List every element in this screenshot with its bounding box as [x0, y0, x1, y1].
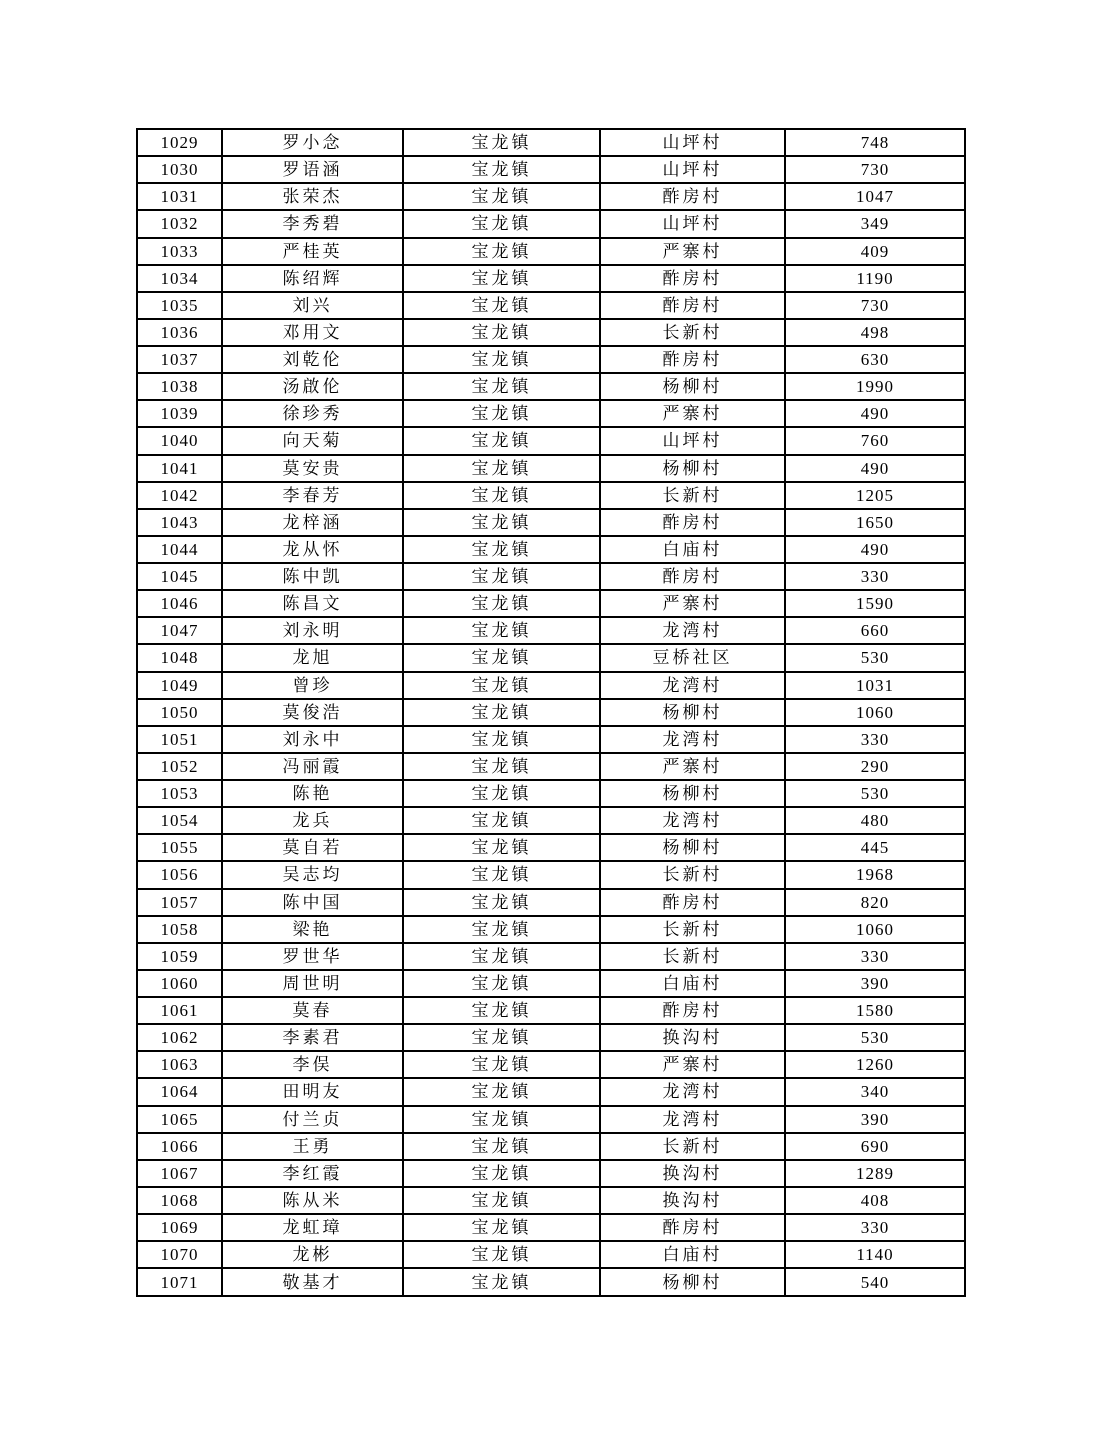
amount-cell: 490: [785, 400, 965, 427]
name-cell: 徐珍秀: [222, 400, 403, 427]
name-cell: 陈绍辉: [222, 265, 403, 292]
table-row: [137, 889, 965, 916]
village-cell: 龙湾村: [600, 617, 785, 644]
table-row: [137, 238, 965, 265]
amount-cell: 530: [785, 780, 965, 807]
name-cell: 冯丽霞: [222, 753, 403, 780]
village-cell: 酢房村: [600, 889, 785, 916]
name-cell: 刘永明: [222, 617, 403, 644]
village-cell: 换沟村: [600, 1187, 785, 1214]
name-cell: 罗世华: [222, 943, 403, 970]
table-row: [137, 1160, 965, 1187]
amount-cell: 540: [785, 1268, 965, 1296]
name-cell: 李俣: [222, 1051, 403, 1078]
town-cell: 宝龙镇: [403, 1241, 600, 1268]
amount-cell: 340: [785, 1078, 965, 1105]
town-cell: 宝龙镇: [403, 590, 600, 617]
row-id-cell: 1070: [137, 1241, 222, 1268]
town-cell: 宝龙镇: [403, 400, 600, 427]
row-id-cell: 1040: [137, 427, 222, 454]
town-cell: 宝龙镇: [403, 265, 600, 292]
town-cell: 宝龙镇: [403, 1214, 600, 1241]
table-row: [137, 1241, 965, 1268]
town-cell: 宝龙镇: [403, 536, 600, 563]
table-row: [137, 1051, 965, 1078]
table-row: [137, 807, 965, 834]
name-cell: 周世明: [222, 970, 403, 997]
name-cell: 梁艳: [222, 916, 403, 943]
amount-cell: 445: [785, 834, 965, 861]
village-cell: 杨柳村: [600, 780, 785, 807]
village-cell: 长新村: [600, 943, 785, 970]
name-cell: 刘永中: [222, 726, 403, 753]
town-cell: 宝龙镇: [403, 780, 600, 807]
town-cell: 宝龙镇: [403, 455, 600, 482]
row-id-cell: 1063: [137, 1051, 222, 1078]
amount-cell: 480: [785, 807, 965, 834]
amount-cell: 748: [785, 129, 965, 156]
table-row: [137, 644, 965, 671]
table-row: [137, 1268, 965, 1296]
table-row: [137, 373, 965, 400]
row-id-cell: 1051: [137, 726, 222, 753]
amount-cell: 390: [785, 1106, 965, 1133]
village-cell: 杨柳村: [600, 1268, 785, 1296]
name-cell: 严桂英: [222, 238, 403, 265]
row-id-cell: 1032: [137, 210, 222, 237]
village-cell: 杨柳村: [600, 455, 785, 482]
town-cell: 宝龙镇: [403, 346, 600, 373]
table-row: [137, 699, 965, 726]
row-id-cell: 1071: [137, 1268, 222, 1296]
village-cell: 严寨村: [600, 1051, 785, 1078]
village-cell: 严寨村: [600, 590, 785, 617]
table-row: [137, 346, 965, 373]
name-cell: 陈从米: [222, 1187, 403, 1214]
name-cell: 莫春: [222, 997, 403, 1024]
row-id-cell: 1054: [137, 807, 222, 834]
row-id-cell: 1033: [137, 238, 222, 265]
amount-cell: 330: [785, 563, 965, 590]
amount-cell: 1260: [785, 1051, 965, 1078]
row-id-cell: 1066: [137, 1133, 222, 1160]
table-row: [137, 861, 965, 888]
row-id-cell: 1044: [137, 536, 222, 563]
row-id-cell: 1039: [137, 400, 222, 427]
town-cell: 宝龙镇: [403, 129, 600, 156]
row-id-cell: 1045: [137, 563, 222, 590]
table-row: [137, 156, 965, 183]
amount-cell: 330: [785, 943, 965, 970]
name-cell: 刘兴: [222, 292, 403, 319]
village-cell: 换沟村: [600, 1024, 785, 1051]
table-row: [137, 780, 965, 807]
row-id-cell: 1065: [137, 1106, 222, 1133]
village-cell: 山坪村: [600, 427, 785, 454]
table-row: [137, 129, 965, 156]
table-row: [137, 427, 965, 454]
town-cell: 宝龙镇: [403, 319, 600, 346]
row-id-cell: 1046: [137, 590, 222, 617]
town-cell: 宝龙镇: [403, 1160, 600, 1187]
village-cell: 龙湾村: [600, 1078, 785, 1105]
table-row: [137, 617, 965, 644]
amount-cell: 330: [785, 1214, 965, 1241]
town-cell: 宝龙镇: [403, 1024, 600, 1051]
row-id-cell: 1055: [137, 834, 222, 861]
row-id-cell: 1067: [137, 1160, 222, 1187]
village-cell: 山坪村: [600, 156, 785, 183]
town-cell: 宝龙镇: [403, 726, 600, 753]
row-id-cell: 1036: [137, 319, 222, 346]
village-cell: 酢房村: [600, 183, 785, 210]
name-cell: 向天菊: [222, 427, 403, 454]
row-id-cell: 1041: [137, 455, 222, 482]
town-cell: 宝龙镇: [403, 672, 600, 699]
row-id-cell: 1064: [137, 1078, 222, 1105]
name-cell: 汤啟伦: [222, 373, 403, 400]
amount-cell: 1650: [785, 509, 965, 536]
town-cell: 宝龙镇: [403, 1268, 600, 1296]
village-cell: 龙湾村: [600, 726, 785, 753]
town-cell: 宝龙镇: [403, 238, 600, 265]
village-cell: 长新村: [600, 1133, 785, 1160]
name-cell: 陈昌文: [222, 590, 403, 617]
row-id-cell: 1060: [137, 970, 222, 997]
amount-cell: 730: [785, 156, 965, 183]
table-row: [137, 672, 965, 699]
row-id-cell: 1061: [137, 997, 222, 1024]
table-row: [137, 183, 965, 210]
village-cell: 龙湾村: [600, 672, 785, 699]
amount-cell: 330: [785, 726, 965, 753]
amount-cell: 290: [785, 753, 965, 780]
amount-cell: 1990: [785, 373, 965, 400]
table-row: [137, 1024, 965, 1051]
village-cell: 酢房村: [600, 563, 785, 590]
row-id-cell: 1057: [137, 889, 222, 916]
table-row: [137, 916, 965, 943]
town-cell: 宝龙镇: [403, 482, 600, 509]
village-cell: 长新村: [600, 319, 785, 346]
name-cell: 龙旭: [222, 644, 403, 671]
village-cell: 山坪村: [600, 129, 785, 156]
name-cell: 敬基才: [222, 1268, 403, 1296]
table-row: [137, 970, 965, 997]
row-id-cell: 1037: [137, 346, 222, 373]
village-cell: 酢房村: [600, 265, 785, 292]
amount-cell: 1047: [785, 183, 965, 210]
village-cell: 严寨村: [600, 400, 785, 427]
amount-cell: 820: [785, 889, 965, 916]
amount-cell: 1140: [785, 1241, 965, 1268]
amount-cell: 1031: [785, 672, 965, 699]
name-cell: 陈中凯: [222, 563, 403, 590]
village-cell: 白庙村: [600, 970, 785, 997]
amount-cell: 490: [785, 536, 965, 563]
town-cell: 宝龙镇: [403, 889, 600, 916]
table-row: [137, 265, 965, 292]
village-cell: 长新村: [600, 861, 785, 888]
amount-cell: 530: [785, 644, 965, 671]
row-id-cell: 1048: [137, 644, 222, 671]
town-cell: 宝龙镇: [403, 1051, 600, 1078]
table-row: [137, 536, 965, 563]
name-cell: 刘乾伦: [222, 346, 403, 373]
town-cell: 宝龙镇: [403, 1133, 600, 1160]
village-cell: 杨柳村: [600, 834, 785, 861]
row-id-cell: 1035: [137, 292, 222, 319]
table-row: [137, 1078, 965, 1105]
row-id-cell: 1053: [137, 780, 222, 807]
village-cell: 酢房村: [600, 292, 785, 319]
name-cell: 龙梓涵: [222, 509, 403, 536]
amount-cell: 409: [785, 238, 965, 265]
name-cell: 陈中国: [222, 889, 403, 916]
town-cell: 宝龙镇: [403, 753, 600, 780]
town-cell: 宝龙镇: [403, 617, 600, 644]
amount-cell: 498: [785, 319, 965, 346]
table-row: [137, 1133, 965, 1160]
village-cell: 白庙村: [600, 536, 785, 563]
town-cell: 宝龙镇: [403, 156, 600, 183]
village-cell: 长新村: [600, 916, 785, 943]
name-cell: 田明友: [222, 1078, 403, 1105]
amount-cell: 1205: [785, 482, 965, 509]
table-row: [137, 834, 965, 861]
name-cell: 李素君: [222, 1024, 403, 1051]
village-cell: 龙湾村: [600, 807, 785, 834]
village-cell: 酢房村: [600, 1214, 785, 1241]
roster-table: [136, 128, 966, 1297]
amount-cell: 630: [785, 346, 965, 373]
table-row: [137, 753, 965, 780]
amount-cell: 490: [785, 455, 965, 482]
town-cell: 宝龙镇: [403, 1187, 600, 1214]
amount-cell: 1590: [785, 590, 965, 617]
name-cell: 龙从怀: [222, 536, 403, 563]
table-body: [137, 129, 965, 1296]
village-cell: 山坪村: [600, 210, 785, 237]
table-row: [137, 210, 965, 237]
amount-cell: 660: [785, 617, 965, 644]
name-cell: 张荣杰: [222, 183, 403, 210]
town-cell: 宝龙镇: [403, 563, 600, 590]
table-row: [137, 997, 965, 1024]
town-cell: 宝龙镇: [403, 699, 600, 726]
name-cell: 曾珍: [222, 672, 403, 699]
name-cell: 龙彬: [222, 1241, 403, 1268]
table-row: [137, 1187, 965, 1214]
village-cell: 长新村: [600, 482, 785, 509]
row-id-cell: 1058: [137, 916, 222, 943]
amount-cell: 760: [785, 427, 965, 454]
town-cell: 宝龙镇: [403, 834, 600, 861]
row-id-cell: 1038: [137, 373, 222, 400]
table-row: [137, 482, 965, 509]
table-row: [137, 1106, 965, 1133]
village-cell: 杨柳村: [600, 699, 785, 726]
village-cell: 换沟村: [600, 1160, 785, 1187]
name-cell: 邓用文: [222, 319, 403, 346]
town-cell: 宝龙镇: [403, 183, 600, 210]
amount-cell: 408: [785, 1187, 965, 1214]
town-cell: 宝龙镇: [403, 292, 600, 319]
row-id-cell: 1029: [137, 129, 222, 156]
table-row: [137, 563, 965, 590]
name-cell: 莫安贵: [222, 455, 403, 482]
name-cell: 付兰贞: [222, 1106, 403, 1133]
table-row: [137, 509, 965, 536]
amount-cell: 530: [785, 1024, 965, 1051]
table-row: [137, 590, 965, 617]
name-cell: 罗小念: [222, 129, 403, 156]
name-cell: 龙虹璋: [222, 1214, 403, 1241]
town-cell: 宝龙镇: [403, 1106, 600, 1133]
town-cell: 宝龙镇: [403, 997, 600, 1024]
row-id-cell: 1069: [137, 1214, 222, 1241]
amount-cell: 1060: [785, 916, 965, 943]
amount-cell: 1580: [785, 997, 965, 1024]
village-cell: 严寨村: [600, 753, 785, 780]
village-cell: 杨柳村: [600, 373, 785, 400]
town-cell: 宝龙镇: [403, 916, 600, 943]
village-cell: 白庙村: [600, 1241, 785, 1268]
village-cell: 龙湾村: [600, 1106, 785, 1133]
row-id-cell: 1034: [137, 265, 222, 292]
table-row: [137, 943, 965, 970]
town-cell: 宝龙镇: [403, 943, 600, 970]
town-cell: 宝龙镇: [403, 861, 600, 888]
table-row: [137, 292, 965, 319]
row-id-cell: 1056: [137, 861, 222, 888]
row-id-cell: 1042: [137, 482, 222, 509]
town-cell: 宝龙镇: [403, 970, 600, 997]
row-id-cell: 1059: [137, 943, 222, 970]
amount-cell: 1968: [785, 861, 965, 888]
row-id-cell: 1047: [137, 617, 222, 644]
row-id-cell: 1052: [137, 753, 222, 780]
town-cell: 宝龙镇: [403, 427, 600, 454]
name-cell: 陈艳: [222, 780, 403, 807]
town-cell: 宝龙镇: [403, 210, 600, 237]
amount-cell: 1289: [785, 1160, 965, 1187]
row-id-cell: 1043: [137, 509, 222, 536]
table-row: [137, 726, 965, 753]
row-id-cell: 1050: [137, 699, 222, 726]
town-cell: 宝龙镇: [403, 1078, 600, 1105]
town-cell: 宝龙镇: [403, 644, 600, 671]
amount-cell: 349: [785, 210, 965, 237]
town-cell: 宝龙镇: [403, 807, 600, 834]
name-cell: 莫自若: [222, 834, 403, 861]
village-cell: 酢房村: [600, 997, 785, 1024]
village-cell: 酢房村: [600, 509, 785, 536]
village-cell: 严寨村: [600, 238, 785, 265]
name-cell: 龙兵: [222, 807, 403, 834]
row-id-cell: 1031: [137, 183, 222, 210]
amount-cell: 1060: [785, 699, 965, 726]
table-row: [137, 1214, 965, 1241]
table-row: [137, 455, 965, 482]
name-cell: 吴志均: [222, 861, 403, 888]
name-cell: 莫俊浩: [222, 699, 403, 726]
village-cell: 酢房村: [600, 346, 785, 373]
amount-cell: 1190: [785, 265, 965, 292]
amount-cell: 390: [785, 970, 965, 997]
row-id-cell: 1068: [137, 1187, 222, 1214]
table-row: [137, 400, 965, 427]
name-cell: 罗语涵: [222, 156, 403, 183]
amount-cell: 730: [785, 292, 965, 319]
amount-cell: 690: [785, 1133, 965, 1160]
row-id-cell: 1049: [137, 672, 222, 699]
town-cell: 宝龙镇: [403, 373, 600, 400]
town-cell: 宝龙镇: [403, 509, 600, 536]
village-cell: 豆桥社区: [600, 644, 785, 671]
row-id-cell: 1030: [137, 156, 222, 183]
table-row: [137, 319, 965, 346]
name-cell: 李春芳: [222, 482, 403, 509]
row-id-cell: 1062: [137, 1024, 222, 1051]
name-cell: 李红霞: [222, 1160, 403, 1187]
name-cell: 王勇: [222, 1133, 403, 1160]
name-cell: 李秀碧: [222, 210, 403, 237]
